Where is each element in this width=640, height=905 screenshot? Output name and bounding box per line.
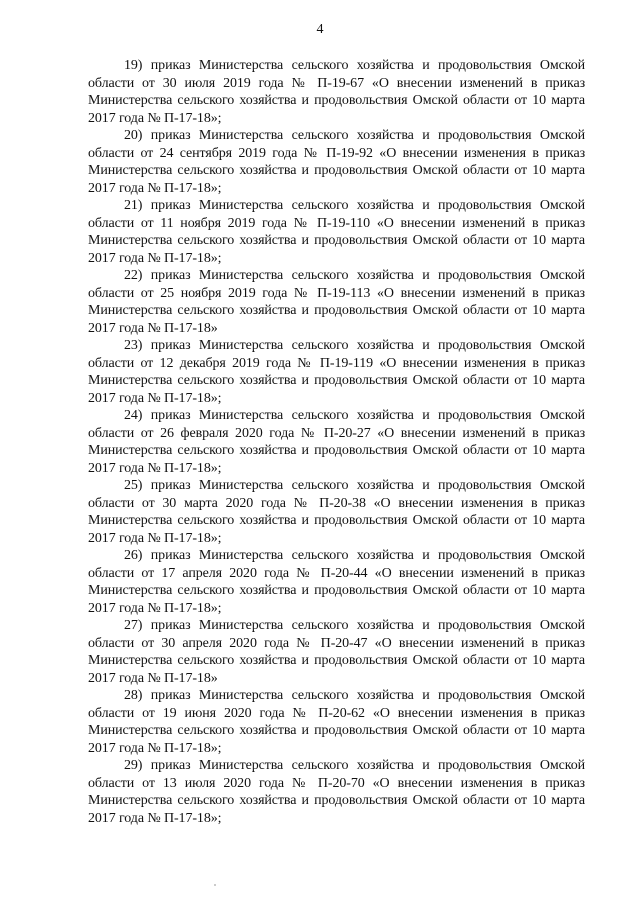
list-item: 23) приказ Министерства сельского хозяйства и продовольствия Омской области от 12 декабря 2019 года № П-19-119 «О внесении изменения в приказ Министерства сельского хозяйства и продовольствия Омской области от 10 марта 2017 года № П-17-18»; [88,338,585,406]
scan-speck [214,884,216,886]
list-item: 29) приказ Министерства сельского хозяйства и продовольствия Омской области от 13 июля 2020 года № П-20-70 «О внесении изменения в приказ Министерства сельского хозяйства и продовольствия Омской области от 10 марта 2017 года № П-17-18»; [88,758,585,826]
list-item: 22) приказ Министерства сельского хозяйства и продовольствия Омской области от 25 ноября 2019 года № П-19-113 «О внесении изменений в приказ Министерства сельского хозяйства и продовольствия Омской области от 10 марта 2017 года № П-17-18» [88,268,585,336]
order-list [88,57,585,827]
list-item: 27) приказ Министерства сельского хозяйства и продовольствия Омской области от 30 апреля 2020 года № П-20-47 «О внесении изменений в приказ Министерства сельского хозяйства и продовольствия Омской области от 10 марта 2017 года № П-17-18» [88,618,585,686]
list-item: 28) приказ Министерства сельского хозяйства и продовольствия Омской области от 19 июня 2020 года № П-20-62 «О внесении изменения в приказ Министерства сельского хозяйства и продовольствия Омской области от 10 марта 2017 года № П-17-18»; [88,688,585,756]
list-item: 25) приказ Министерства сельского хозяйства и продовольствия Омской области от 30 марта 2020 года № П-20-38 «О внесении изменения в приказ Министерства сельского хозяйства и продовольствия Омской области от 10 марта 2017 года № П-17-18»; [88,478,585,546]
list-item: 20) приказ Министерства сельского хозяйства и продовольствия Омской области от 24 сентября 2019 года № П-19-92 «О внесении изменения в приказ Министерства сельского хозяйства и продовольствия Омской области от 10 марта 2017 года № П-17-18»; [88,128,585,196]
list-item: 26) приказ Министерства сельского хозяйства и продовольствия Омской области от 17 апреля 2020 года № П-20-44 «О внесении изменений в приказ Министерства сельского хозяйства и продовольствия Омской области от 10 марта 2017 года № П-17-18»; [88,548,585,616]
list-item: 24) приказ Министерства сельского хозяйства и продовольствия Омской области от 26 февраля 2020 года № П-20-27 «О внесении изменений в приказ Министерства сельского хозяйства и продовольствия Омской области от 10 марта 2017 года № П-17-18»; [88,408,585,476]
list-item: 19) приказ Министерства сельского хозяйства и продовольствия Омской области от 30 июля 2019 года № П-19-67 «О внесении изменений в приказ Министерства сельского хозяйства и продовольствия Омской области от 10 марта 2017 года № П-17-18»; [88,58,585,126]
list-item: 21) приказ Министерства сельского хозяйства и продовольствия Омской области от 11 ноября 2019 года № П-19-110 «О внесении изменений в приказ Министерства сельского хозяйства и продовольствия Омской области от 10 марта 2017 года № П-17-18»; [88,198,585,266]
page-number: 4 [316,22,324,37]
